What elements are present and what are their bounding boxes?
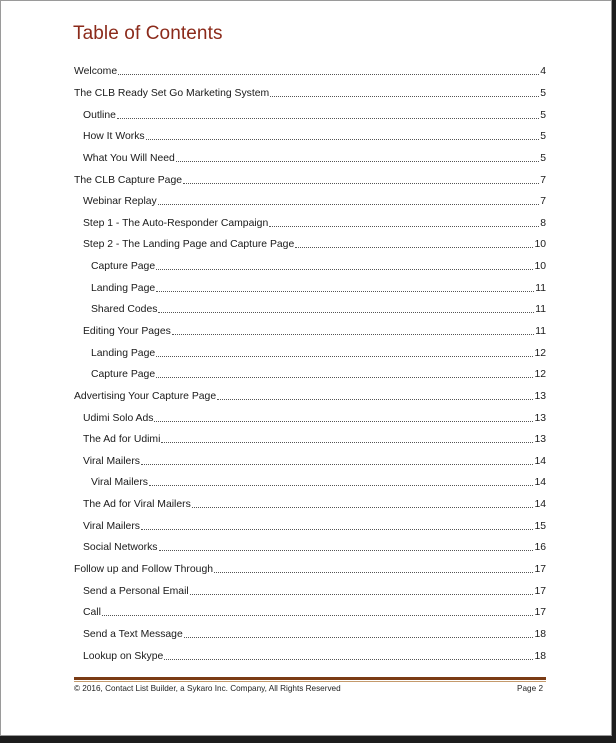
toc-entry-page: 11 (535, 282, 546, 294)
toc-entry-text: The CLB Ready Set Go Marketing System (74, 87, 270, 99)
footer-rule (74, 677, 546, 680)
toc-entry[interactable] (74, 277, 546, 299)
toc-entry-text: Viral Mailers (91, 477, 148, 489)
toc-entry[interactable] (74, 645, 546, 667)
toc-entry[interactable] (74, 386, 546, 408)
toc-dot-leader (217, 399, 533, 400)
toc-entry[interactable] (74, 299, 546, 321)
toc-entry-page: 10 (534, 261, 546, 273)
toc-entry[interactable] (74, 342, 546, 364)
toc-dot-leader (102, 615, 534, 616)
toc-entry-text: Viral Mailers (83, 520, 140, 532)
toc-entry[interactable] (74, 191, 546, 213)
toc-entry-page: 13 (534, 412, 546, 424)
toc-dot-leader (158, 312, 534, 313)
toc-dot-leader (164, 659, 533, 660)
toc-entry-text: Send a Text Message (83, 628, 183, 640)
toc-entry[interactable] (74, 494, 546, 516)
toc-dot-leader (190, 594, 534, 595)
toc-entry-page: 14 (534, 499, 546, 511)
toc-dot-leader (118, 74, 539, 75)
toc-entry-page: 12 (534, 347, 546, 359)
toc-entry[interactable] (74, 515, 546, 537)
toc-entry-text: Follow up and Follow Through (74, 564, 214, 576)
toc-entry-text: Welcome (74, 66, 118, 78)
footer-copyright: © 2016, Contact List Builder, a Sykaro Inc. Company, All Rights Reserved (74, 684, 341, 693)
toc-entry[interactable] (74, 234, 546, 256)
toc-dot-leader (176, 161, 539, 162)
toc-entry-page: 17 (534, 564, 546, 576)
toc-entry-text: The Ad for Viral Mailers (83, 499, 191, 511)
toc-entry-page: 14 (534, 455, 546, 467)
page-title: Table of Contents (73, 23, 223, 44)
toc-entry-page: 16 (534, 542, 546, 554)
toc-entry-text: The CLB Capture Page (74, 174, 183, 186)
toc-dot-leader (295, 247, 533, 248)
toc-entry-text: How It Works (83, 131, 145, 143)
toc-dot-leader (269, 226, 539, 227)
toc-dot-leader (158, 204, 539, 205)
toc-entry-text: Call (83, 607, 101, 619)
toc-entry-page: 5 (540, 109, 546, 121)
toc-entry-page: 14 (534, 477, 546, 489)
toc-entry-page: 5 (540, 87, 546, 99)
toc-entry-page: 17 (534, 607, 546, 619)
toc-entry-page: 11 (535, 326, 546, 337)
toc-dot-leader (172, 334, 534, 335)
toc-entry-text: Capture Page (91, 369, 156, 381)
toc-entry-page: 7 (540, 174, 546, 186)
toc-dot-leader (141, 529, 533, 530)
toc-entry-text: Lookup on Skype (83, 650, 164, 662)
toc-entry[interactable] (74, 169, 546, 191)
toc-entry[interactable] (74, 602, 546, 624)
toc-entry[interactable] (74, 537, 546, 559)
toc-entry-text: The Ad for Udimi (83, 434, 161, 446)
toc-entry[interactable] (74, 429, 546, 451)
toc-entry[interactable] (74, 407, 546, 429)
toc-entry-page: 10 (534, 239, 546, 251)
toc-dot-leader (214, 572, 533, 573)
toc-entry[interactable] (74, 126, 546, 148)
toc-entry-text: Webinar Replay (83, 196, 157, 208)
toc-entry[interactable] (74, 83, 546, 105)
toc-entry-page: 18 (534, 628, 546, 640)
toc-entry[interactable] (74, 364, 546, 386)
toc-dot-leader (161, 442, 533, 443)
toc-entry-page: 13 (534, 390, 546, 402)
toc-entry-page: 15 (534, 520, 546, 532)
toc-dot-leader (183, 183, 539, 184)
toc-entry-page: 18 (534, 650, 546, 662)
toc-entry[interactable] (74, 148, 546, 170)
toc-entry[interactable] (74, 451, 546, 473)
toc-entry-text: Landing Page (91, 347, 156, 359)
toc-dot-leader (192, 507, 534, 508)
toc-entry-text: Capture Page (91, 261, 156, 273)
toc-entry-page: 11 (535, 304, 546, 316)
toc-dot-leader (141, 464, 533, 465)
toc-entry-text: Advertising Your Capture Page (74, 390, 217, 402)
toc-dot-leader (156, 291, 534, 292)
toc-entry-text: Shared Codes (91, 304, 158, 316)
toc-dot-leader (184, 637, 534, 638)
toc-entry-text: Landing Page (91, 282, 156, 294)
toc-entry-text: Outline (83, 109, 116, 121)
toc-entry-page: 12 (534, 369, 546, 381)
toc-dot-leader (146, 139, 540, 140)
toc-entry[interactable] (74, 624, 546, 646)
toc-entry-page: 4 (540, 66, 546, 78)
toc-entry[interactable] (74, 104, 546, 126)
toc-entry-page: 7 (540, 196, 546, 208)
toc-entry-page: 5 (540, 152, 546, 164)
toc-dot-leader (156, 356, 533, 357)
footer-rule-thin (74, 681, 546, 682)
toc-list (74, 61, 546, 667)
toc-entry-page: 8 (540, 217, 546, 229)
toc-dot-leader (117, 118, 539, 119)
toc-entry-text: Step 1 - The Auto-Responder Campaign (83, 217, 269, 229)
toc-dot-leader (154, 421, 533, 422)
toc-dot-leader (149, 485, 533, 486)
toc-entry-text: Viral Mailers (83, 455, 140, 467)
footer-page-number: Page 2 (517, 684, 543, 693)
toc-entry-page: 5 (540, 131, 546, 143)
toc-entry-text: Step 2 - The Landing Page and Capture Page (83, 239, 295, 251)
toc-dot-leader (270, 96, 539, 97)
toc-entry[interactable] (74, 472, 546, 494)
toc-dot-leader (159, 550, 534, 551)
toc-entry-text: Editing Your Pages (83, 326, 171, 337)
toc-entry[interactable] (74, 580, 546, 602)
toc-entry-page: 13 (534, 434, 546, 446)
toc-entry-text: What You Will Need (83, 152, 175, 164)
toc-entry[interactable] (74, 256, 546, 278)
toc-entry-text: Send a Personal Email (83, 585, 189, 597)
toc-entry-text: Udimi Solo Ads (83, 412, 154, 424)
toc-entry[interactable] (74, 212, 546, 234)
toc-dot-leader (156, 269, 533, 270)
toc-entry[interactable] (74, 559, 546, 581)
toc-entry[interactable] (74, 321, 546, 343)
toc-entry-page: 17 (534, 585, 546, 597)
toc-entry-text: Social Networks (83, 542, 158, 554)
toc-entry[interactable] (74, 61, 546, 83)
toc-dot-leader (156, 377, 533, 378)
